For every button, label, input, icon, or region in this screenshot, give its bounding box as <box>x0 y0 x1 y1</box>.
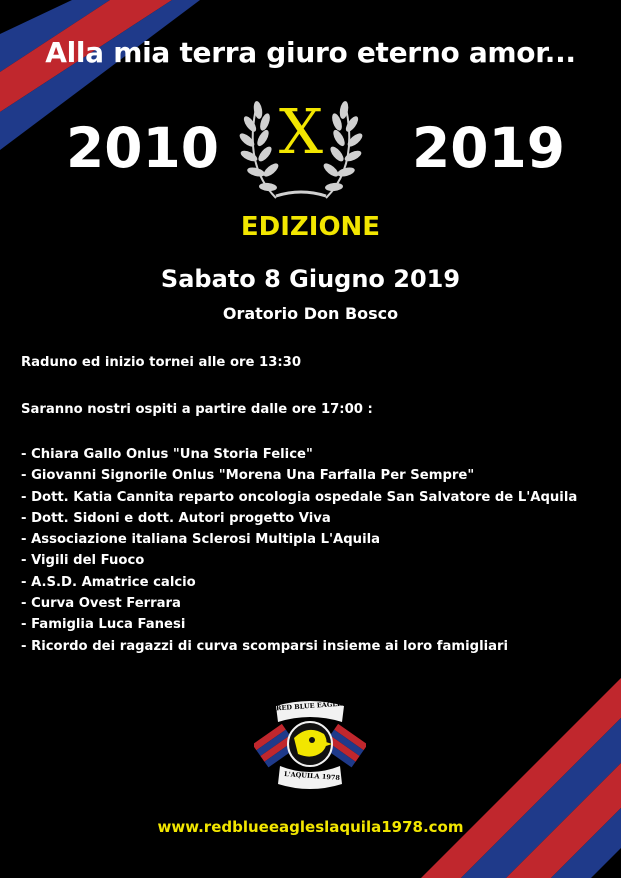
list-item: - Curva Ovest Ferrara <box>21 596 181 612</box>
list-item: - Chiara Gallo Onlus "Una Storia Felice" <box>21 447 313 462</box>
guests-intro: Saranno nostri ospiti a partire dalle ore 17:00 : <box>21 402 373 417</box>
list-item: - Giovanni Signorile Onlus "Morena Una Farfalla Per Sempre" <box>21 468 475 484</box>
logo-top-text: RED BLUE EAGLES <box>275 699 347 713</box>
list-item: - Famiglia Luca Fanesi <box>21 617 186 633</box>
list-item: - Vigili del Fuoco <box>21 553 145 569</box>
website-link[interactable]: www.redblueeaglеslaquila1978.com <box>157 818 464 836</box>
event-venue: Oratorio Don Bosco <box>222 304 399 323</box>
edition-numeral: X <box>278 95 324 168</box>
logo-bottom-text: L'AQUILA 1978 <box>283 770 341 782</box>
year-start: 2010 <box>66 116 220 180</box>
list-item: - Ricordo dei ragazzi di curva scomparsi insieme ai loro famigliari <box>21 638 509 654</box>
list-item: - A.S.D. Amatrice calcio <box>21 574 196 590</box>
headline: Alla mia terra giuro eterno amor... <box>45 36 576 69</box>
edition-label: EDIZIONE <box>240 212 381 242</box>
list-item: - Dott. Katia Cannita reparto oncologia ospedale San Salvatore de L'Aquila <box>21 489 578 505</box>
event-date: Sabato 8 Giugno 2019 <box>160 265 461 293</box>
meeting-line: Raduno ed inizio tornei alle ore 13:30 <box>21 355 302 370</box>
guest-list <box>21 444 577 657</box>
year-end: 2019 <box>412 116 566 180</box>
corner-stripes-bottom-right <box>421 678 621 878</box>
list-item: - Associazione italiana Sclerosi Multipla L'Aquila <box>21 532 381 548</box>
list-item: - Dott. Sidoni e dott. Autori progetto Viva <box>21 510 331 526</box>
